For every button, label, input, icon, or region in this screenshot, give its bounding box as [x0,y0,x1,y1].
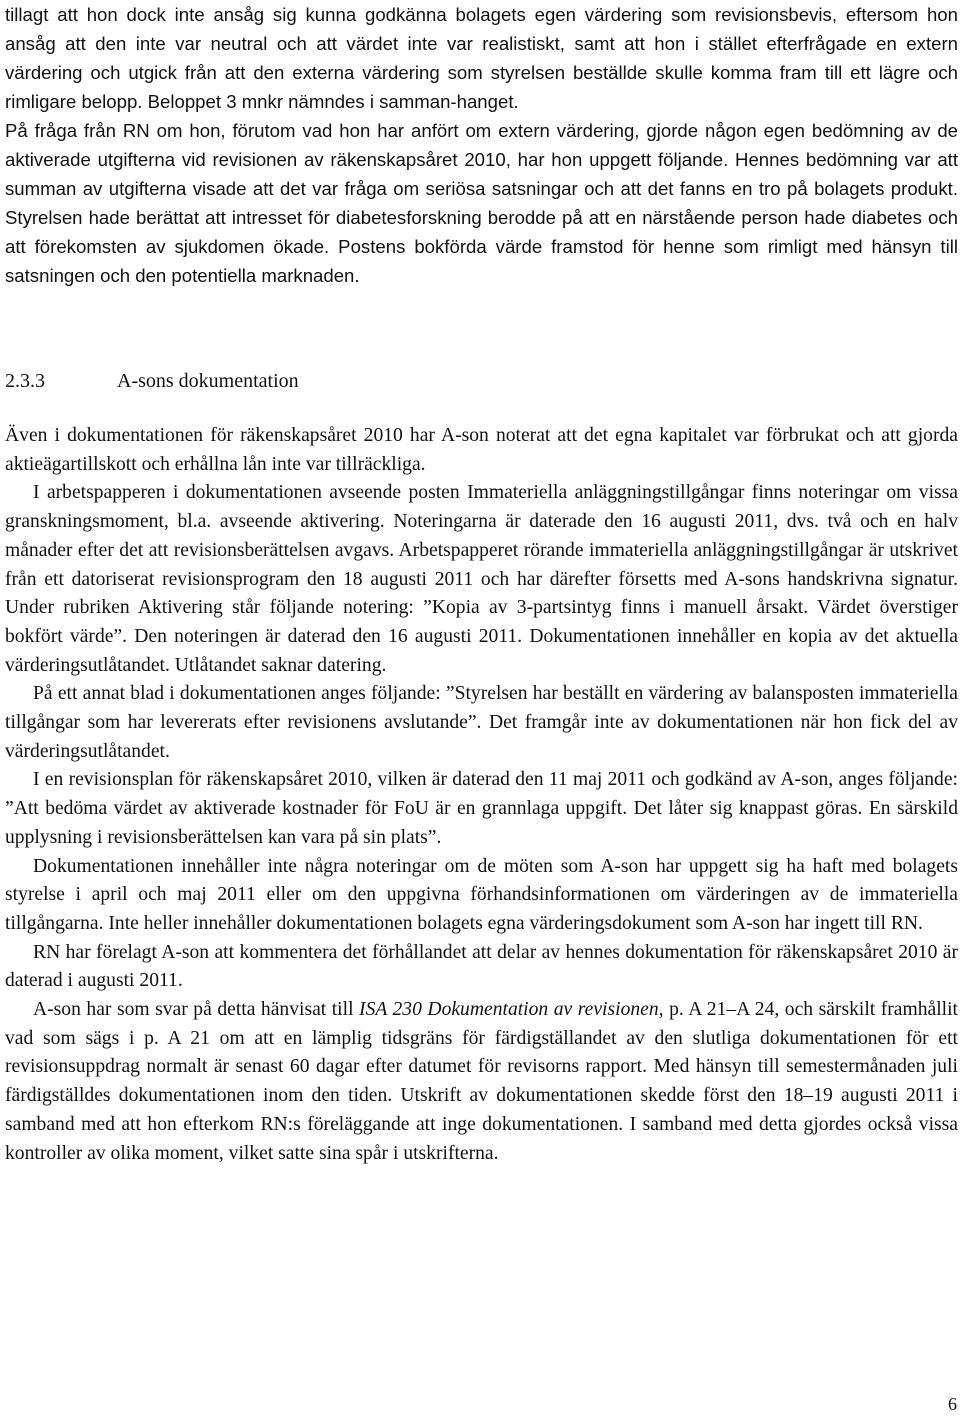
paragraph-audit-plan: I en revisionsplan för räkenskapsåret 2010, vilken är daterad den 11 maj 2011 och godkänd av A-son, anges följande: ”Att bedöma värdet av aktiverade kostnader för FoU är en grannlaga uppgift. Det låter sig knappast göras. En särskild upplysning i revisionsberättelsen kan vara på sin plats”. [5,769,958,848]
page-number: 6 [948,1394,957,1414]
paragraph-continuation: tillagt att hon dock inte ansåg sig kunna godkänna bolagets egen värdering som revisionsbevis, eftersom hon ansåg att den inte var neutral och att värdet inte var realistiskt, samt att hon i stället efterfrågade en extern värdering och utgick från att den externa värdering som styrelsen beställde skulle komma fram till ett lägre och rimligare belopp. Beloppet 3 mnkr nämndes i samman-hanget. [5,4,958,112]
isa-title: ISA 230 Dokumentation av revisionen [359,999,659,1021]
paragraph-no-notes: Dokumentationen innehåller inte några noteringar om de möten som A-son har uppgett sig ha haft med bolagets styrelse i april och maj 2011 eller om den uppgivna förhandsinformationen om värderingen av de immateriella tillgångarna. Inte heller innehåller dokumentationen bolagets egna värderingsdokument som A-son har ingett till RN. [5,855,958,934]
paragraph-working-papers: I arbetspapperen i dokumentationen avseende posten Immateriella anläggningstillgångar finns noteringar om vissa granskningsmoment, bl.a. avseende aktivering. Noteringarna är daterade den 16 augusti 2011, dvs. två och en halv månader efter det att revisionsberättelsen avgavs. Arbetspapperet rörande immateriella anläggningstillgångar är utskrivet från ett datoriserat revisionsprogram den 18 augusti 2011 och har därefter försetts med A-sons handskrivna signatur. Under rubriken Aktivering står följande notering: ”Kopia av 3-partsintyg finns i manuell årsakt. Värdet överstiger bokfört värde”. Den noteringen är daterad den 16 augusti 2011. Dokumentationen innehåller en kopia av det aktuella värderingsutlåtandet. Utlåtandet saknar datering. [5,482,958,676]
isa-text-after: , p. A 21–A 24, och särskilt framhållit vad som sägs i p. A 21 om att en lämplig tidsgräns för färdigställandet av den slutliga dokumentationen för ett revisionsuppdrag normalt är senast 60 dagar efter datumet för revisorns rapport. Med hänsyn till semestermånaden juli färdigställdes dokumentationen inom den tiden. Utskrift av dokumentationen skedde först den 18–19 augusti 2011 i samband med att hon efterkom RN:s föreläggande att inge dokumentationen. I samband med detta gjordes också vissa kontroller av olika moment, vilket satte sina spår i utskrifterna. [5,999,958,1164]
text-block-body [5,422,958,1168]
section-heading [5,367,299,395]
section-number: 2.3.3 [5,370,45,392]
section-title: A-sons dokumentation [117,370,299,392]
paragraph-isa-reference [5,996,958,1168]
paragraph-equity: Även i dokumentationen för räkenskapsåret 2010 har A-son noterat att det egna kapitalet var förbrukat och att gjorda aktieägartillskott och erhållna lån inte var tillräckliga. [5,425,958,475]
text-block-top [5,0,958,290]
paragraph-rn-injunction: RN har förelagt A-son att kommentera det förhållandet att delar av hennes dokumentation för räkenskapsåret 2010 är daterad i augusti 2011. [5,941,958,992]
isa-text-before: A-son har som svar på detta hänvisat till [33,999,360,1021]
paragraph-rn-question: På fråga från RN om hon, förutom vad hon har anfört om extern värdering, gjorde någon egen bedömning av de aktiverade utgifterna vid revisionen av räkenskapsåret 2010, har hon uppgett följande. Hennes bedömning var att summan av utgifterna visade att det var fråga om seriösa satsningar och att det fanns en tro på bolagets produkt. Styrelsen hade berättat att intresset för diabetesforskning berodde på att en närstående person hade diabetes och att förekomsten av sjukdomen ökade. Postens bokförda värde framstod för henne som rimligt med hänsyn till satsningen och den potentiella marknaden. [5,120,958,286]
paragraph-other-sheet: På ett annat blad i dokumentationen anges följande: ”Styrelsen har beställt en värdering av balansposten immateriella tillgångar som har levererats efter revisionens avslutande”. Det framgår inte av dokumentationen när hon fick del av värderingsutlåtandet. [5,683,958,762]
